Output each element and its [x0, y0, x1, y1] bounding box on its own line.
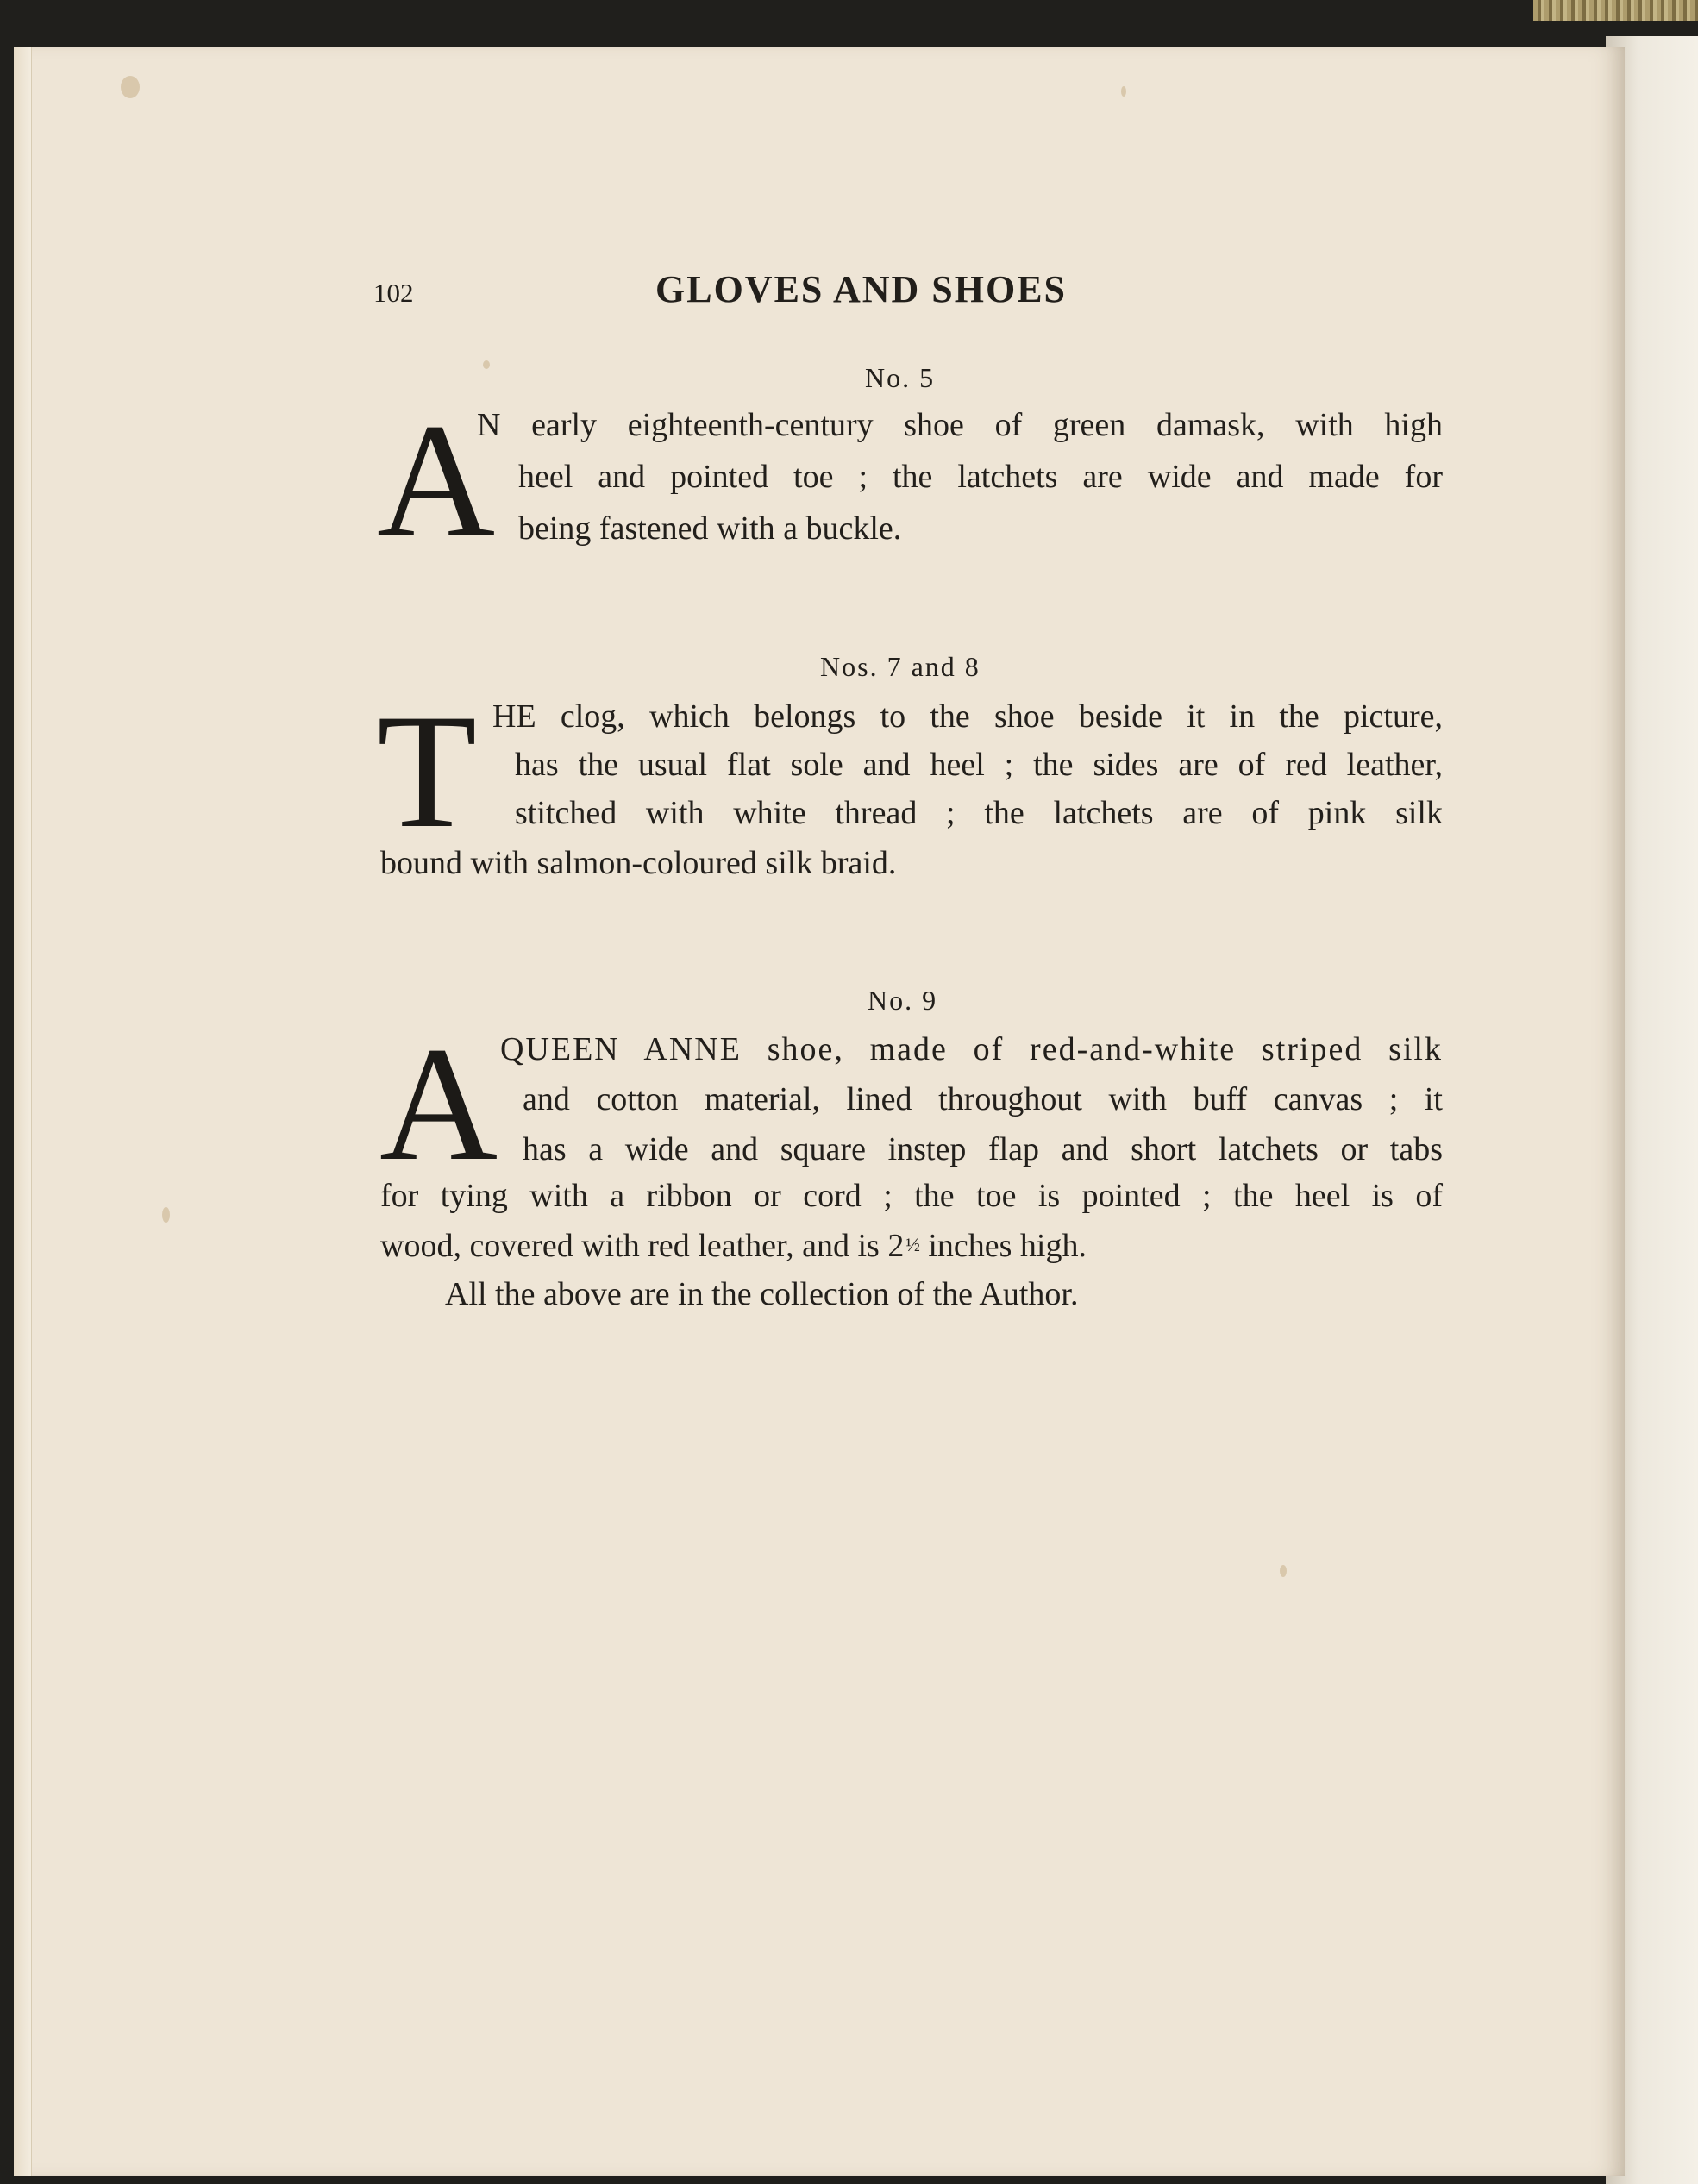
paper-spot: [1121, 86, 1126, 97]
text-line: All the above are in the collection of the Author.: [445, 1276, 1079, 1312]
paper-spot: [162, 1207, 170, 1223]
text-run: wood, covered with red leather, and is 2: [380, 1228, 905, 1264]
drop-cap: A: [379, 1014, 498, 1195]
page-left-margin-edge: [14, 47, 32, 2176]
section-heading: No. 5: [865, 362, 936, 393]
text-line: has a wide and square instep flap and short latchets or tabs: [523, 1131, 1443, 1167]
text-line: heel and pointed toe ; the latchets are wide and made for: [518, 459, 1443, 495]
paper-spot: [121, 76, 140, 98]
fraction: ½: [905, 1234, 920, 1255]
text-line: QUEEN ANNE shoe, made of red-and-white striped silk: [500, 1031, 1443, 1067]
text-line: for tying with a ribbon or cord ; the toe is pointed ; the heel is of: [380, 1178, 1443, 1214]
text-line: bound with salmon-coloured silk braid.: [380, 845, 897, 881]
paper-spot: [1280, 1565, 1287, 1577]
drop-cap: A: [377, 391, 496, 572]
text-line: and cotton material, lined throughout with buff canvas ; it: [523, 1081, 1443, 1117]
running-head: GLOVES AND SHOES: [655, 268, 1068, 310]
text-line: [380, 1230, 1087, 1262]
text-line: N early eighteenth-century shoe of green damask, with high: [477, 407, 1443, 443]
section-heading: Nos. 7 and 8: [820, 651, 981, 682]
drop-cap: T: [377, 681, 478, 862]
section-heading: No. 9: [868, 985, 938, 1016]
text-run: inches high.: [919, 1228, 1087, 1264]
text-line: stitched with white thread ; the latchets are of pink silk: [515, 795, 1443, 831]
page-number: 102: [373, 278, 414, 308]
text-line: being fastened with a buckle.: [518, 510, 902, 547]
text-line: has the usual flat sole and heel ; the sides are of red leather,: [515, 747, 1443, 783]
text-line: HE clog, which belongs to the shoe beside it in the picture,: [492, 698, 1443, 735]
gilt-page-edge: [1533, 0, 1698, 21]
paper-spot: [483, 360, 490, 369]
